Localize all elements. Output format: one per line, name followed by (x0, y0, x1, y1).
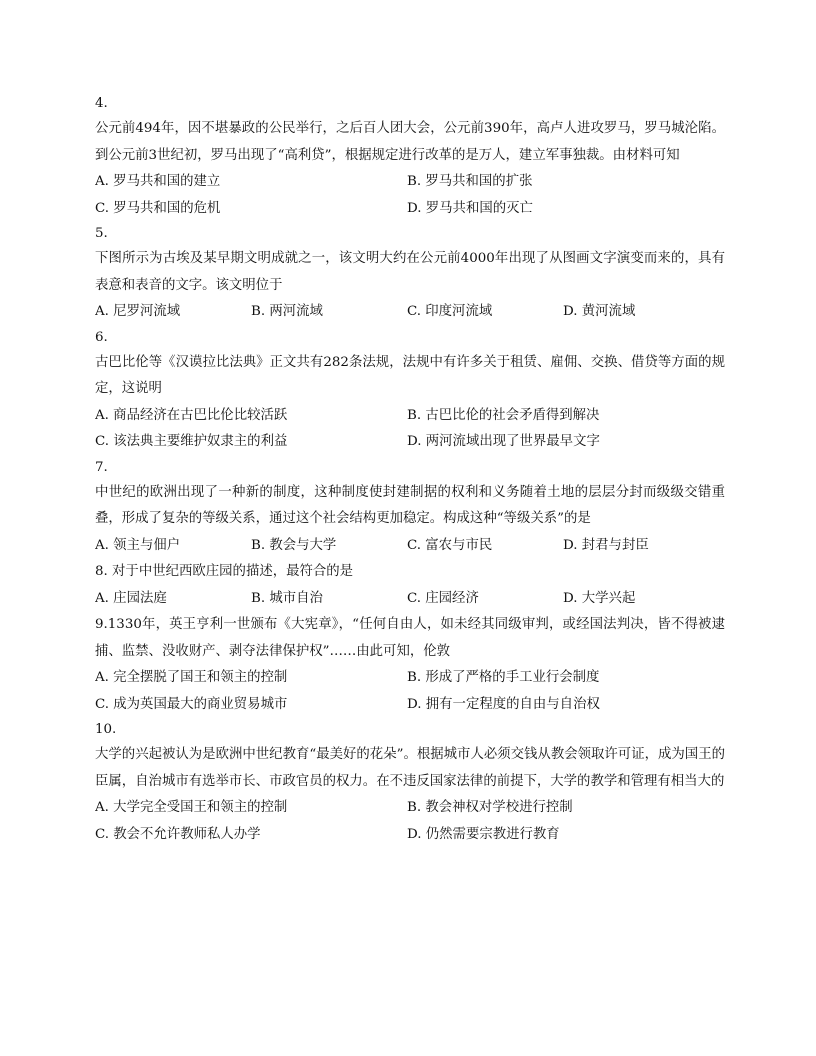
option-d: D. 两河流域出现了世界最早文字 (407, 434, 600, 449)
question-10 (95, 718, 725, 848)
question-stem: 9.1330年，英王亨利一世颁布《大宪章》，“任何自由人，如未经其同级审判，或经国法判决，皆不得被逮捕、监禁、没收财产、剥夺法律保护权”……由此可知，伦敦 (95, 617, 725, 659)
question-4 (95, 92, 725, 222)
question-9 (95, 612, 725, 718)
question-6 (95, 326, 725, 456)
options-row (95, 586, 725, 613)
option-b: B. 城市自治 (251, 590, 323, 606)
option-c: C. 庄园经济 (407, 590, 479, 606)
option-c: C. 罗马共和国的危机 (95, 200, 221, 216)
option-b: B. 古巴比伦的社会矛盾得到解决 (407, 407, 600, 423)
question-stem: 中世纪的欧洲出现了一种新的制度，这种制度使封建制据的权利和义务随着土地的层层分封而级级交错重叠，形成了复杂的等级关系，通过这个社会结构更加稳定。构成这种“等级关系”的是 (95, 484, 725, 526)
option-a: A. 大学完全受国王和领主的控制 (95, 800, 288, 815)
option-d: D. 罗马共和国的灭亡 (407, 200, 533, 216)
question-5 (95, 222, 725, 326)
question-stem: 大学的兴起被认为是欧洲中世纪教育“最美好的花朵”。根据城市人必须交钱从教会领取许可证，成为国王的臣属，自治城市有选举市长、市政官员的权力。在不违反国家法律的前提下，大学的教学和管理有相当大的 (95, 747, 725, 789)
options-row (95, 795, 725, 822)
option-b: B. 形成了严格的手工业行会制度 (407, 670, 600, 685)
option-d: D. 拥有一定程度的自由与自治权 (407, 696, 600, 712)
options-row (95, 403, 725, 430)
option-b: B. 教会与大学 (251, 537, 337, 553)
options-row (95, 196, 725, 223)
question-number: 4. (95, 96, 108, 111)
option-d: D. 黄河流域 (563, 304, 636, 319)
option-b: B. 罗马共和国的扩张 (407, 174, 533, 189)
question-number: 5. (95, 226, 108, 241)
options-row (95, 665, 725, 692)
question-stem: 公元前494年，因不堪暴政的公民举行，之后百人团大会，公元前390年，高卢人进攻罗马，罗马城沦陷。到公元前3世纪初，罗马出现了“高利贷”，根据规定进行改革的是万人，建立军事独裁。由材料可知 (95, 121, 725, 163)
option-c: C. 成为英国最大的商业贸易城市 (95, 696, 288, 712)
option-c: C. 教会不允许教师私人办学 (95, 826, 261, 842)
option-a: A. 领主与佃户 (95, 537, 181, 553)
option-b: B. 教会神权对学校进行控制 (407, 800, 573, 815)
question-number: 10. (95, 722, 117, 737)
option-d: D. 仍然需要宗教进行教育 (407, 826, 560, 842)
options-row (95, 169, 725, 196)
options-row (95, 692, 725, 719)
exam-page (95, 92, 725, 848)
option-b: B. 两河流域 (251, 304, 323, 319)
question-stem: 8. 对于中世纪西欧庄园的描述，最符合的是 (95, 564, 354, 579)
option-a: A. 尼罗河流域 (95, 304, 181, 319)
options-row (95, 299, 725, 326)
options-row (95, 822, 725, 849)
option-a: A. 罗马共和国的建立 (95, 174, 221, 189)
options-row (95, 533, 725, 560)
question-7 (95, 456, 725, 560)
question-stem: 下图所示为古埃及某早期文明成就之一，该文明大约在公元前4000年出现了从图画文字演变而来的，具有表意和表音的文字。该文明位于 (95, 251, 725, 293)
option-c: C. 富农与市民 (407, 537, 493, 553)
option-c: C. 该法典主要维护奴隶主的利益 (95, 434, 288, 449)
option-a: A. 商品经济在古巴比伦比较活跃 (95, 407, 288, 423)
options-row (95, 429, 725, 456)
question-number: 7. (95, 459, 108, 475)
question-stem: 古巴比伦等《汉谟拉比法典》正文共有282条法规，法规中有许多关于租赁、雇佣、交换、借贷等方面的规定，这说明 (95, 354, 725, 396)
question-8 (95, 559, 725, 612)
option-a: A. 完全摆脱了国王和领主的控制 (95, 670, 288, 685)
question-number: 6. (95, 329, 108, 345)
option-d: D. 封君与封臣 (563, 537, 649, 553)
option-c: C. 印度河流域 (407, 304, 493, 319)
option-a: A. 庄园法庭 (95, 590, 167, 606)
option-d: D. 大学兴起 (563, 590, 636, 606)
